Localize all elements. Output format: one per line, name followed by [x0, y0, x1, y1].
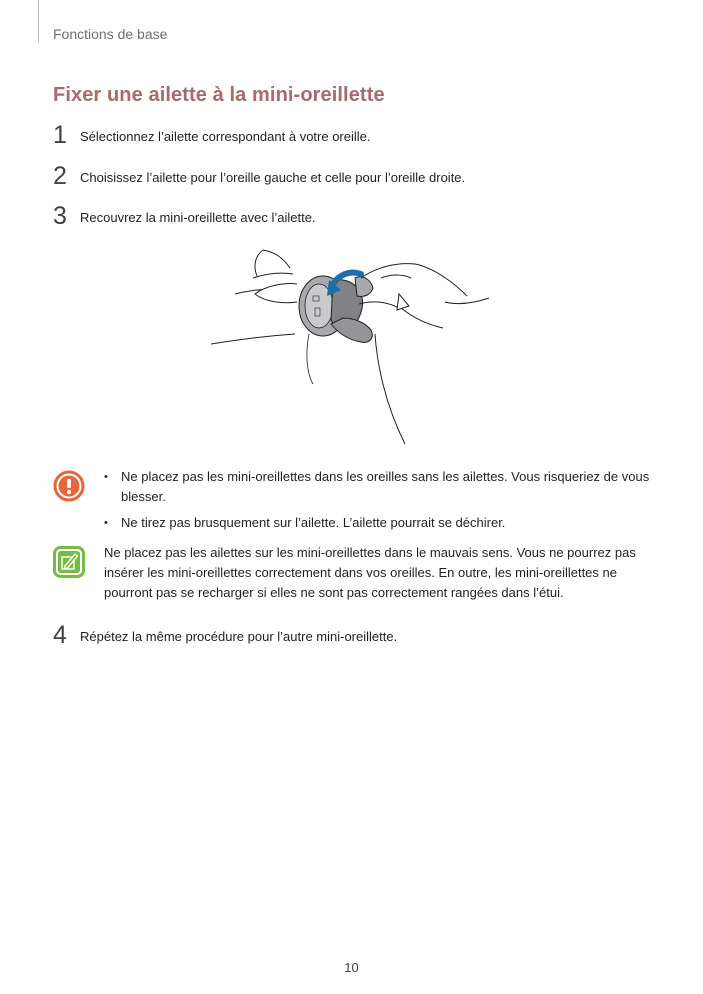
caution-list	[104, 467, 664, 539]
caution-text: Ne placez pas les mini-oreillettes dans les oreilles sans les ailettes. Vous risqueriez de vous blesser.	[121, 469, 650, 504]
caution-item	[104, 467, 664, 507]
page-number: 10	[344, 960, 359, 975]
step-number: 1	[53, 121, 67, 149]
pencil-note-icon	[53, 546, 85, 578]
exclamation-icon	[53, 470, 85, 502]
step-text: Choisissez l’ailette pour l’oreille gauche et celle pour l’oreille droite.	[80, 170, 466, 185]
step-text: Sélectionnez l’ailette correspondant à votre oreille.	[80, 129, 371, 144]
earbud-wingtip-illustration	[205, 244, 497, 454]
section-header: Fonctions de base	[53, 26, 168, 42]
step-text: Recouvrez la mini-oreillette avec l’ailette.	[80, 210, 316, 225]
bullet: •	[104, 471, 108, 483]
page-title: Fixer une ailette à la mini-oreillette	[53, 84, 385, 106]
step-number: 3	[53, 202, 67, 230]
caution-text: Ne tirez pas brusquement sur l’ailette. L’ailette pourrait se déchirer.	[121, 515, 506, 530]
step-text: Répétez la même procédure pour l’autre mini-oreillette.	[80, 629, 398, 644]
caution-item	[104, 513, 664, 533]
bullet: •	[104, 517, 108, 529]
step-number: 2	[53, 162, 67, 190]
header-rule	[38, 0, 39, 42]
step-number: 4	[53, 621, 67, 649]
note-text: Ne placez pas les ailettes sur les mini-oreillettes dans le mauvais sens. Vous ne pourrez pas insérer les mini-oreillettes correctement dans vos oreilles. En outre, les mini-oreillettes ne pourront pas se recharger si elles ne sont pas correctement rangées dans l’étui.	[104, 545, 636, 600]
